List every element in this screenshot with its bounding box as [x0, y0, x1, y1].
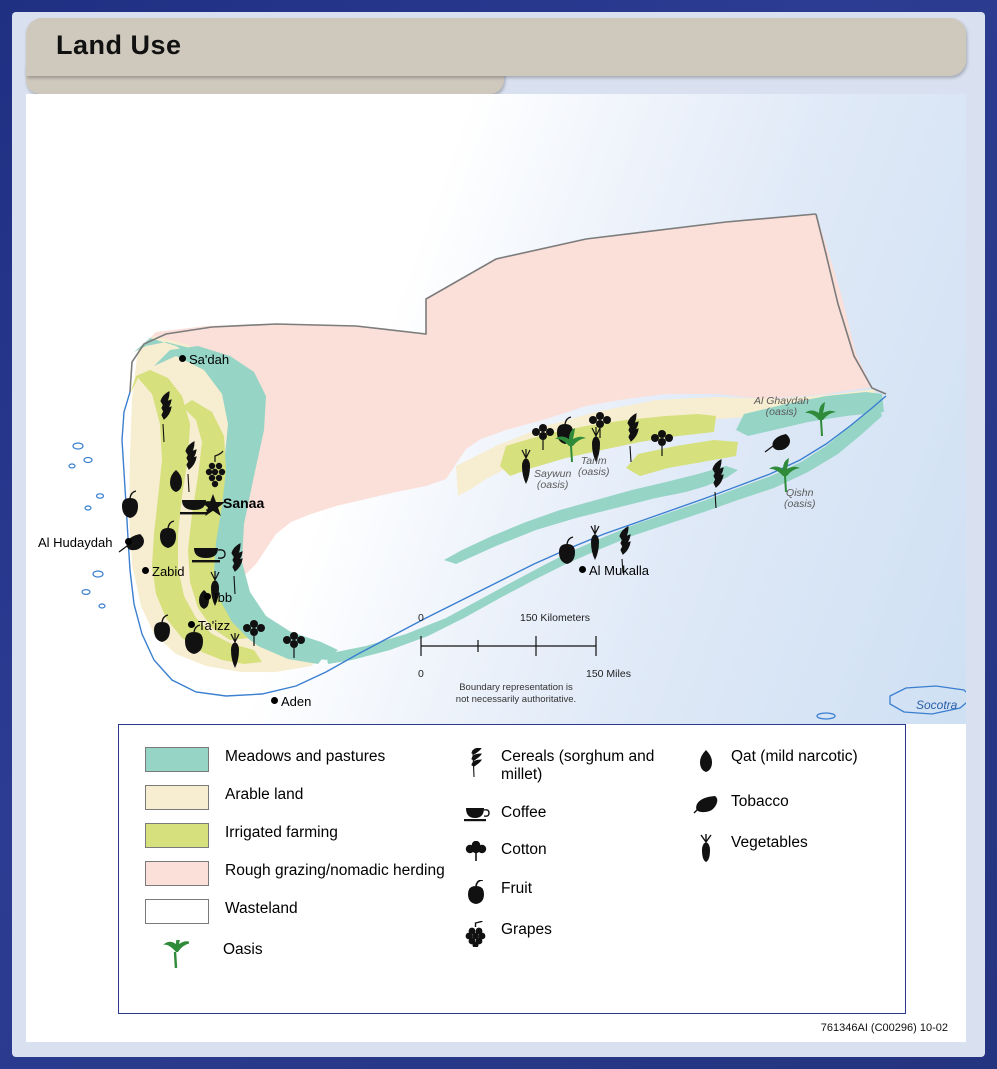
- legend-label-qat: Qat (mild narcotic): [731, 748, 858, 765]
- oasis-sub: (oasis): [784, 498, 816, 511]
- fruit-icon: [559, 537, 575, 564]
- legend-label-rough-grazing: Rough grazing/nomadic herding: [225, 862, 445, 879]
- legend-swatch-wasteland: [145, 899, 209, 924]
- legend-item-cereals: [459, 747, 689, 785]
- legend-symbol-coffee: [459, 803, 493, 824]
- legend-label-tobacco: Tobacco: [731, 793, 789, 810]
- legend-label-wasteland: Wasteland: [225, 900, 298, 917]
- legend-swatch-rough-grazing: [145, 861, 209, 886]
- city-dot: [179, 355, 186, 362]
- vegetables-icon: [591, 525, 599, 560]
- oasis-sub: (oasis): [578, 466, 610, 479]
- legend-label-arable: Arable land: [225, 786, 304, 803]
- legend-label-cereals: [501, 747, 681, 785]
- fruit-icon: [465, 880, 487, 904]
- city-dot: [271, 697, 278, 704]
- oasis-name: Al Ghaydah: [754, 395, 809, 407]
- map-sheet: [26, 94, 966, 1042]
- city-dot: [204, 593, 211, 600]
- scale-bar-graphic: [416, 624, 626, 668]
- legend-item-wasteland: [145, 899, 475, 924]
- legend-symbol-tobacco: [689, 792, 723, 815]
- city-label-al-hudaydah: Al Hudaydah: [38, 535, 113, 550]
- legend-swatch-meadows: [145, 747, 209, 772]
- legend-label-fruit: Fruit: [501, 879, 532, 897]
- legend-swatch-irrigated: [145, 823, 209, 848]
- page-title: Land Use: [56, 30, 182, 60]
- oasis-label-tarim: [578, 456, 610, 478]
- vegetables-icon: [697, 834, 715, 862]
- map-credit: 761346AI (C00296) 10-02: [820, 1022, 948, 1034]
- city-dot: [125, 538, 132, 545]
- legend-symbol-cotton: [459, 840, 493, 863]
- city-dot: [579, 566, 586, 573]
- city-label-taizz: Ta'izz: [198, 618, 231, 633]
- scale-mi-zero: 0: [418, 668, 424, 680]
- scale-km-zero: 0: [418, 612, 424, 624]
- legend-label-grapes: Grapes: [501, 920, 552, 938]
- oasis-label-al-ghaydah: [754, 396, 809, 418]
- scale-km-label: 150 Kilometers: [520, 612, 591, 624]
- legend-item-cotton: [459, 840, 689, 863]
- coffee-cup-icon: [462, 804, 490, 824]
- legend-symbol-cereals: [459, 747, 493, 778]
- legend-item-oasis: [145, 940, 475, 968]
- legend-column-crops-1: [459, 747, 689, 960]
- legend-symbol-vegetables: [689, 833, 723, 862]
- cereals-icon: [465, 748, 487, 778]
- legend-item-rough-grazing: [145, 861, 475, 886]
- palm-tree-icon: [163, 940, 189, 968]
- legend-symbol-qat: [689, 747, 723, 774]
- legend-item-vegetables: [689, 833, 899, 862]
- legend-item-tobacco: [689, 792, 899, 815]
- legend-item-arable: [145, 785, 475, 810]
- city-label-al-mukalla: Al Mukalla: [589, 563, 649, 578]
- oasis-sub: (oasis): [765, 406, 798, 419]
- oasis-name: Qishn: [786, 487, 814, 499]
- oasis-label-saywun: [534, 469, 571, 491]
- legend-label-meadows: Meadows and pastures: [225, 748, 386, 765]
- oasis-name: Saywun: [534, 468, 572, 480]
- red-sea-islands: [69, 443, 105, 608]
- legend-label-oasis: Oasis: [223, 941, 263, 958]
- legend-symbol-fruit: [459, 879, 493, 904]
- grapes-icon: [464, 921, 488, 947]
- legend-label-cotton: Cotton: [501, 840, 547, 858]
- city-dot: [188, 621, 195, 628]
- legend-item-fruit: [459, 879, 689, 904]
- city-label-ibb: Ibb: [214, 590, 233, 605]
- legend-label-coffee: Coffee: [501, 803, 547, 821]
- qat-leaf-icon: [697, 748, 715, 774]
- legend-column-crops-2: [689, 747, 899, 875]
- oasis-name: Tarim: [580, 455, 607, 467]
- city-label-sadah: Sa'dah: [189, 352, 230, 367]
- legend-label-irrigated: Irrigated farming: [225, 824, 338, 841]
- legend-label-vegetables: Vegetables: [731, 834, 808, 851]
- legend-box: [118, 724, 906, 1014]
- city-label-zabid: Zabid: [152, 564, 185, 579]
- legend-item-meadows: [145, 747, 475, 772]
- cotton-icon: [464, 841, 488, 863]
- legend-symbol-oasis: [145, 940, 207, 968]
- city-label-aden: Aden: [281, 694, 312, 709]
- oasis-sub: (oasis): [536, 479, 569, 492]
- tobacco-leaf-icon: [765, 434, 790, 452]
- legend-column-areas: [145, 747, 475, 981]
- oasis-label-qishn: [784, 488, 816, 510]
- legend-item-qat: [689, 747, 899, 774]
- boundary-disclaimer: Boundary representation is not necessarily authoritative.: [455, 682, 577, 705]
- legend-swatch-arable: [145, 785, 209, 810]
- legend-item-coffee: [459, 803, 689, 824]
- scale-bar: [416, 612, 631, 680]
- legend-symbol-grapes: [459, 920, 493, 947]
- map-inner-frame: [12, 12, 985, 1057]
- legend-label-cereals-text: Cereals (sorghum and millet): [501, 748, 655, 784]
- tobacco-leaf-icon: [693, 793, 719, 815]
- legend-item-grapes: [459, 920, 689, 947]
- island-label-socotra: Socotra: [916, 698, 958, 712]
- legend-item-irrigated: [145, 823, 475, 848]
- city-label-sanaa: Sanaa: [223, 495, 265, 511]
- city-dot: [142, 567, 149, 574]
- scale-mi-label: 150 Miles: [586, 668, 631, 680]
